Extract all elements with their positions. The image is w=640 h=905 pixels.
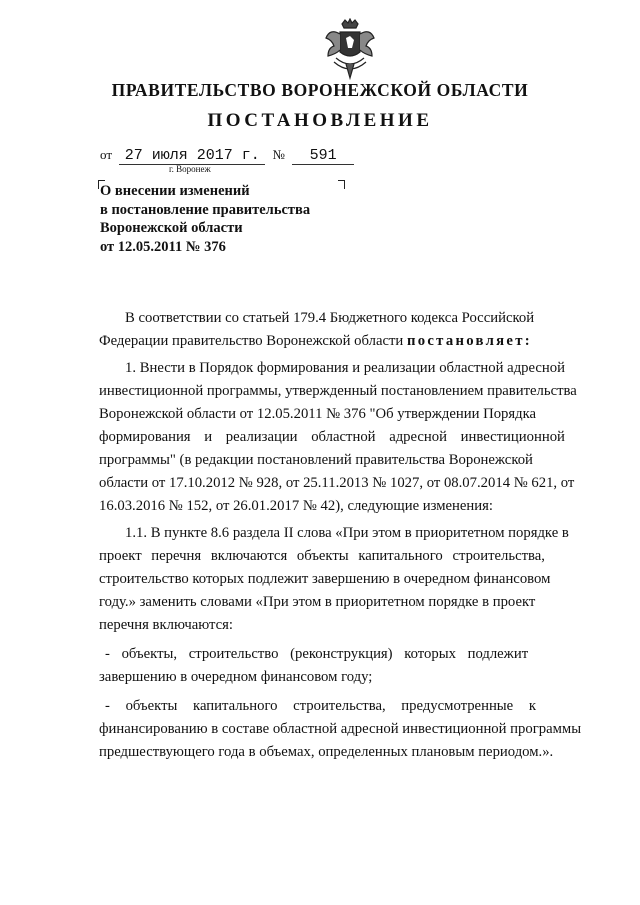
organization-title: ПРАВИТЕЛЬСТВО ВОРОНЕЖСКОЙ ОБЛАСТИ	[111, 80, 529, 100]
document-number: 591	[292, 148, 354, 165]
subject-line: в постановление правительства	[100, 201, 311, 218]
body-line: области от 17.10.2012 № 928, от 25.11.2013 № 1027, от 08.07.2014 № 621, от	[99, 475, 575, 491]
document-body	[99, 307, 591, 764]
body-line: году.» заменить словами «При этом в приоритетном порядке в проект	[99, 594, 536, 610]
city-label: г. Воронеж	[169, 164, 211, 174]
number-label: №	[272, 147, 285, 162]
body-line: формирования и реализации областной адресной инвестиционной	[99, 429, 565, 445]
document-subject	[100, 182, 310, 256]
body-line: - объекты, строительство (реконструкция) которых подлежит	[105, 646, 529, 662]
document-type: ПОСТАНОВЛЕНИЕ	[207, 110, 433, 131]
body-line: 1. Внести в Порядок формирования и реализации областной адресной	[125, 360, 565, 376]
body-line: завершению в очередном финансовом году;	[99, 669, 373, 685]
body-line: инвестиционной программы, утвержденный постановлением правительства	[99, 383, 577, 399]
body-line: предшествующего года в объемах, определенных плановым периодом.».	[99, 744, 554, 760]
body-line: - объекты капитального строительства, предусмотренные к	[105, 698, 536, 714]
body-line: Воронежской области от 12.05.2011 № 376 "Об утверждении Порядка	[99, 406, 537, 422]
body-line: строительство которых подлежит завершению в очередном финансовом	[99, 571, 551, 587]
subject-bracket-right	[338, 180, 345, 189]
date-label: от	[100, 147, 113, 162]
body-text: Федерации правительство Воронежской области	[99, 333, 407, 349]
body-line: финансированию в составе областной адресной инвестиционной программы	[99, 721, 582, 737]
body-line	[99, 330, 591, 353]
body-line: программы" (в редакции постановлений правительства Воронежской	[99, 452, 533, 468]
document-date: 27 июля 2017 г.	[119, 148, 265, 165]
subject-line: О внесении изменений	[100, 183, 250, 199]
subject-line: Воронежской области	[100, 220, 243, 236]
subject-line: от 12.05.2011 № 376	[100, 238, 226, 255]
body-line: 16.03.2016 № 152, от 26.01.2017 № 42), следующие изменения:	[99, 498, 493, 514]
body-line: В соответствии со статьей 179.4 Бюджетного кодекса Российской	[125, 310, 535, 326]
body-line: перечня включаются:	[99, 617, 234, 633]
date-number-row	[100, 147, 354, 165]
coat-of-arms-icon	[322, 18, 378, 80]
resolution-keyword: постановляет:	[406, 333, 532, 349]
body-line: проект перечня включаются объекты капитального строительства,	[99, 548, 545, 564]
body-line: 1.1. В пункте 8.6 раздела II слова «При этом в приоритетном порядке в	[125, 525, 569, 541]
